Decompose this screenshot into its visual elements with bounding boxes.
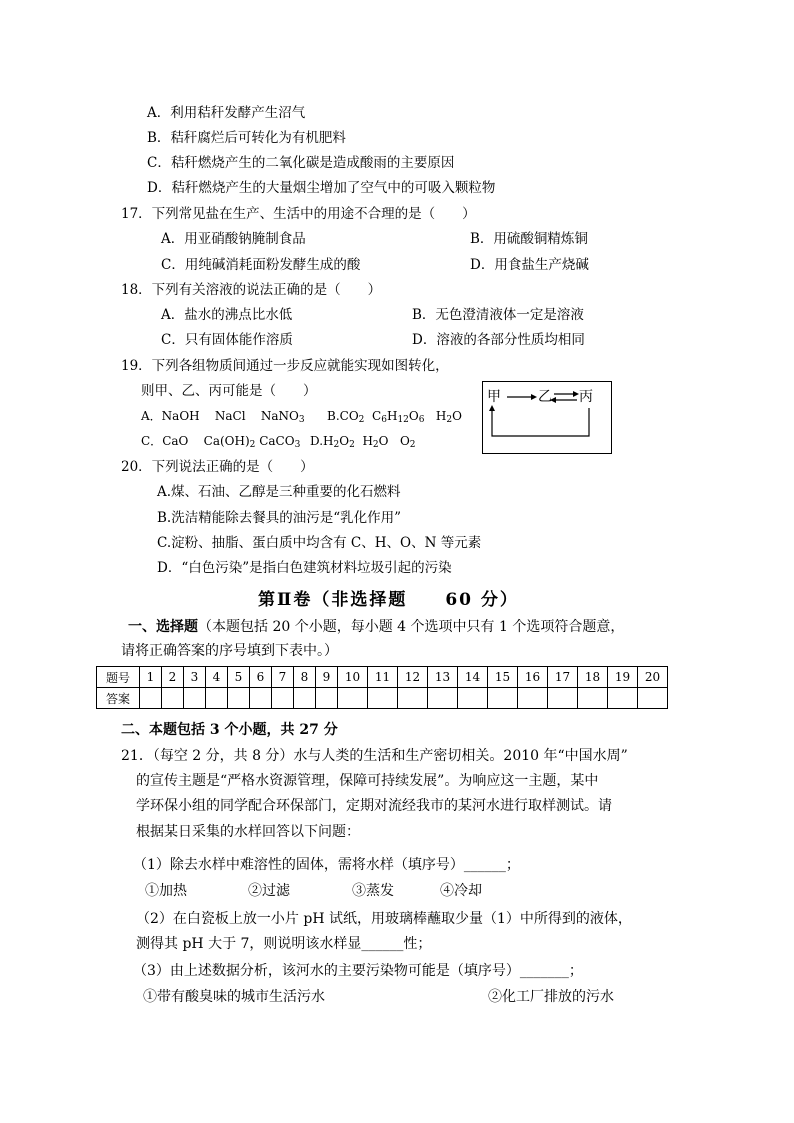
answer-cell[interactable] [272, 688, 294, 709]
table-num-cell: 12 [398, 667, 428, 688]
q16-option-a: A．利用秸秆发酵产生沼气 [147, 105, 306, 121]
q21-part2: （2）在白瓷板上放一小片 pH 试纸，用玻璃棒蘸取少量（1）中所得到的液体， [136, 911, 632, 927]
table-num-cell: 9 [316, 667, 338, 688]
answer-cell[interactable] [578, 688, 608, 709]
table-num-cell: 20 [638, 667, 668, 688]
q21-part1-option-4: ④冷却 [440, 883, 482, 899]
answer-cell[interactable] [518, 688, 548, 709]
answer-cell[interactable] [162, 688, 184, 709]
table-num-cell: 6 [250, 667, 272, 688]
node-bing: 丙 [579, 389, 593, 405]
node-jia: 甲 [487, 389, 501, 405]
q21-line-2: 的宣传主题是“严格水资源管理，保障可持续发展”。为响应这一主题，某中 [136, 773, 599, 789]
conversion-diagram [482, 381, 612, 454]
section1-instruction: 请将正确答案的序号填到下表中。） [121, 643, 338, 659]
answer-table-header-row [97, 667, 668, 688]
q20-option-b: B.洗洁精能除去餐具的油污是“乳化作用” [157, 510, 402, 526]
table-num-cell: 7 [272, 667, 294, 688]
part2-title: 第Ⅱ卷（非选择题 60 分） [258, 590, 519, 610]
q17-stem: 17．下列常见盐在生产、生活中的用途不合理的是（ ） [121, 206, 476, 222]
answer-cell[interactable] [294, 688, 316, 709]
table-num-cell: 19 [608, 667, 638, 688]
q17-option-c: C．用纯碱消耗面粉发酵生成的酸 [161, 257, 361, 273]
table-num-cell: 4 [206, 667, 228, 688]
q18-stem: 18．下列有关溶液的说法正确的是（ ） [121, 282, 382, 298]
answer-cell[interactable] [250, 688, 272, 709]
q17-option-d: D．用食盐生产烧碱 [470, 257, 589, 273]
node-yi: 乙 [538, 389, 552, 405]
q19-option-a: A．NaOH NaCl NaNO$_3$ [141, 409, 305, 425]
q17-option-b: B．用硫酸铜精炼铜 [470, 231, 588, 247]
q16-option-c: C．秸秆燃烧产生的二氧化碳是造成酸雨的主要原因 [147, 155, 455, 171]
table-num-cell: 13 [428, 667, 458, 688]
q18-option-c: C．只有固体能作溶质 [161, 332, 293, 348]
table-num-cell: 3 [184, 667, 206, 688]
q20-option-d: D．“白色污染”是指白色建筑材料垃圾引起的污染 [157, 560, 452, 576]
table-num-cell: 14 [458, 667, 488, 688]
table-num-cell: 1 [140, 667, 162, 688]
q21-part1-option-1: ①加热 [145, 883, 187, 899]
q20-option-c: C.淀粉、抽脂、蛋白质中均含有 C、H、O、N 等元素 [157, 535, 482, 551]
q21-part2-b: 测得其 pH 大于 7，则说明该水样显______性； [136, 936, 432, 952]
q21-part3: （3）由上述数据分析，该河水的主要污染物可能是（填序号）_______； [133, 963, 583, 979]
q20-option-a: A.煤、石油、乙醇是三种重要的化石燃料 [157, 484, 401, 500]
q21-part3-option-1: ①带有酸臭味的城市生活污水 [143, 989, 325, 1005]
table-num-cell: 5 [228, 667, 250, 688]
answer-cell[interactable] [206, 688, 228, 709]
table-num-cell: 8 [294, 667, 316, 688]
q21-line-3: 学环保小组的同学配合环保部门，定期对流经我市的某河水进行取样测试。请 [136, 798, 612, 814]
answer-cell[interactable] [608, 688, 638, 709]
table-num-cell: 16 [518, 667, 548, 688]
table-num-cell: 15 [488, 667, 518, 688]
answer-cell[interactable] [458, 688, 488, 709]
q19-stem: 19．下列各组物质间通过一步反应就能实现如图转化， [121, 358, 449, 374]
q21-line-4: 根据某日采集的水样回答以下问题： [136, 824, 360, 840]
q19-option-d: $D.H_2O_2$ $H_2O$ $O_2$ [310, 434, 416, 450]
table-row-label: 题号 [97, 667, 140, 688]
q21-part1-option-2: ②过滤 [248, 883, 290, 899]
answer-table-answer-row [97, 688, 668, 709]
table-num-cell: 17 [548, 667, 578, 688]
table-num-cell: 18 [578, 667, 608, 688]
q19-option-b: $B.CO_2$ $C_6H_{12}O_6$ $H_2O$ [327, 409, 462, 425]
table-row-label: 答案 [97, 688, 140, 709]
q16-option-b: B．秸秆腐烂后可转化为有机肥料 [147, 130, 346, 146]
q20-stem: 20．下列说法正确的是（ ） [121, 459, 314, 475]
answer-cell[interactable] [428, 688, 458, 709]
table-num-cell: 10 [338, 667, 368, 688]
answer-cell[interactable] [398, 688, 428, 709]
answer-cell[interactable] [548, 688, 578, 709]
q18-option-d: D．溶液的各部分性质均相同 [412, 332, 585, 348]
section2-heading: 二、本题包括 3 个小题，共 27 分 [121, 722, 338, 738]
q18-option-b: B．无色澄清液体一定是溶液 [412, 307, 584, 323]
table-num-cell: 11 [368, 667, 398, 688]
answer-cell[interactable] [368, 688, 398, 709]
answer-table [96, 666, 668, 709]
q18-option-a: A．盐水的沸点比水低 [161, 307, 293, 323]
answer-cell[interactable] [338, 688, 368, 709]
answer-cell[interactable] [316, 688, 338, 709]
section1-heading: 一、选择题（本题包括 20 个小题，每小题 4 个选项中只有 1 个选项符合题意， [128, 619, 625, 635]
q21-part1-option-3: ③蒸发 [352, 883, 394, 899]
q21-part1: （1）除去水样中难溶性的固体，需将水样（填序号）______； [133, 857, 520, 873]
q19-option-c: C．CaO $Ca(OH)_2$ CaCO$_3$ [141, 434, 301, 450]
q19-stem-2: 则甲、乙、丙可能是（ ） [141, 383, 317, 399]
answer-cell[interactable] [488, 688, 518, 709]
answer-cell[interactable] [140, 688, 162, 709]
answer-cell[interactable] [228, 688, 250, 709]
q21-part3-option-2: ②化工厂排放的污水 [488, 989, 614, 1005]
q21-line-1: 21．（每空 2 分，共 8 分）水与人类的生活和生产密切相关。2010 年“中国水周” [121, 748, 628, 764]
answer-cell[interactable] [638, 688, 668, 709]
table-num-cell: 2 [162, 667, 184, 688]
answer-cell[interactable] [184, 688, 206, 709]
q16-option-d: D．秸秆燃烧产生的大量烟尘增加了空气中的可吸入颗粒物 [147, 180, 496, 196]
q17-option-a: A．用亚硝酸钠腌制食品 [161, 231, 306, 247]
